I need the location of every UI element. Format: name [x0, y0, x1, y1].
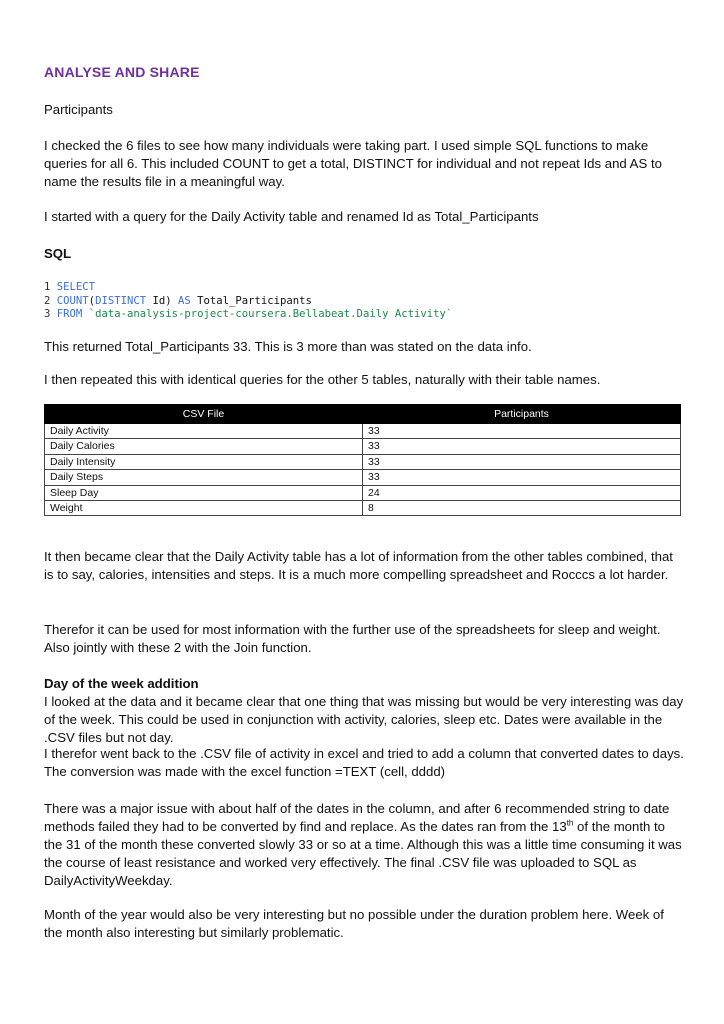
table-row [45, 424, 681, 439]
code-alias: Total_Participants [190, 294, 312, 307]
code-keyword: AS [177, 294, 191, 307]
table-cell: Weight [45, 501, 363, 516]
table-row [45, 439, 681, 454]
table-cell: Sleep Day [45, 485, 363, 500]
column-header: Participants [363, 405, 681, 424]
code-text: Id) [146, 294, 178, 307]
table-row [45, 485, 681, 500]
table-cell: 33 [363, 470, 681, 485]
table-row [45, 501, 681, 516]
therefor-paragraph: Therefor it can be used for most information with the further use of the spreadsheets for sleep and weight. Also jointly with these 2 with the Join function. [44, 622, 661, 655]
participants-label: Participants [44, 102, 113, 117]
sql-label: SQL [44, 246, 72, 261]
code-line-number: 3 [44, 308, 51, 320]
intro-paragraph: I checked the 6 files to see how many individuals were taking part. I used simple SQL functions to make queries for all 6. This included COUNT to get a total, DISTINCT for individual and not repeat Ids and AS to name the results file in a meaningful way. [44, 138, 662, 189]
table-cell: 8 [363, 501, 681, 516]
table-cell: 33 [363, 439, 681, 454]
participants-table [44, 404, 681, 516]
code-keyword: SELECT [56, 281, 96, 293]
table-cell: Daily Activity [45, 424, 363, 439]
table-cell: 24 [363, 485, 681, 500]
month-paragraph: Month of the year would also be very interesting but no possible under the duration problem here. Week of the month also interesting but similarly problematic. [44, 907, 664, 940]
code-keyword: FROM [56, 308, 83, 320]
code-keyword: DISTINCT [95, 294, 147, 307]
table-row [45, 470, 681, 485]
result-paragraph: This returned Total_Participants 33. This is 3 more than was stated on the data info. [44, 339, 532, 354]
code-line-number: 1 [44, 281, 51, 293]
code-line-number: 2 [44, 294, 51, 307]
dates-issue-text-cont: of the month to the 31 of the month these converted slowly 33 or so at a time. Although this was a little time consuming it was the course of least resistance and worked very effectively. The final .CSV file was uploaded to SQL as DailyActivityWeekday. [44, 819, 682, 888]
query-intro-paragraph: I started with a query for the Daily Activity table and renamed Id as Total_Participants [44, 209, 539, 224]
section-heading: ANALYSE AND SHARE [44, 64, 200, 80]
table-header-row [45, 405, 681, 424]
sql-code-block [44, 281, 452, 322]
table-cell: Daily Steps [45, 470, 363, 485]
table-row [45, 454, 681, 469]
repeat-paragraph: I then repeated this with identical queries for the other 5 tables, naturally with their table names. [44, 372, 601, 387]
ordinal-suffix: th [566, 818, 574, 828]
daily-activity-paragraph: It then became clear that the Daily Activity table has a lot of information from the other tables combined, that is to say, calories, intensities and steps. It is a much more compelling spreadsheet and Rocccs a lot harder. [44, 549, 673, 582]
code-punct: ( [88, 294, 96, 307]
table-cell: Daily Calories [45, 439, 363, 454]
table-cell: 33 [363, 454, 681, 469]
conversion-paragraph: I therefor went back to the .CSV file of activity in excel and tried to add a column that converted dates to days. The conversion was made with the excel function =TEXT (cell, dddd) [44, 746, 684, 779]
day-of-week-paragraph: I looked at the data and it became clear that one thing that was missing but would be very interesting was day of the week. This could be used in conjunction with activity, calories, sleep etc. Dates were available in the .CSV files but not day. [44, 694, 684, 745]
table-cell: Daily Intensity [45, 454, 363, 469]
dates-issue-text: There was a major issue with about half of the dates in the column, and after 6 recommended string to date methods failed they had to be converted by find and replace. As the dates ran from the 13 [44, 801, 670, 834]
code-function: COUNT [56, 294, 89, 307]
dates-issue-paragraph [44, 800, 684, 890]
table-cell: 33 [363, 424, 681, 439]
column-header: CSV File [45, 405, 363, 424]
day-of-week-heading: Day of the week addition [44, 676, 199, 691]
code-string: `data-analysis-project-coursera.Bellabeat.Daily Activity` [88, 308, 453, 320]
